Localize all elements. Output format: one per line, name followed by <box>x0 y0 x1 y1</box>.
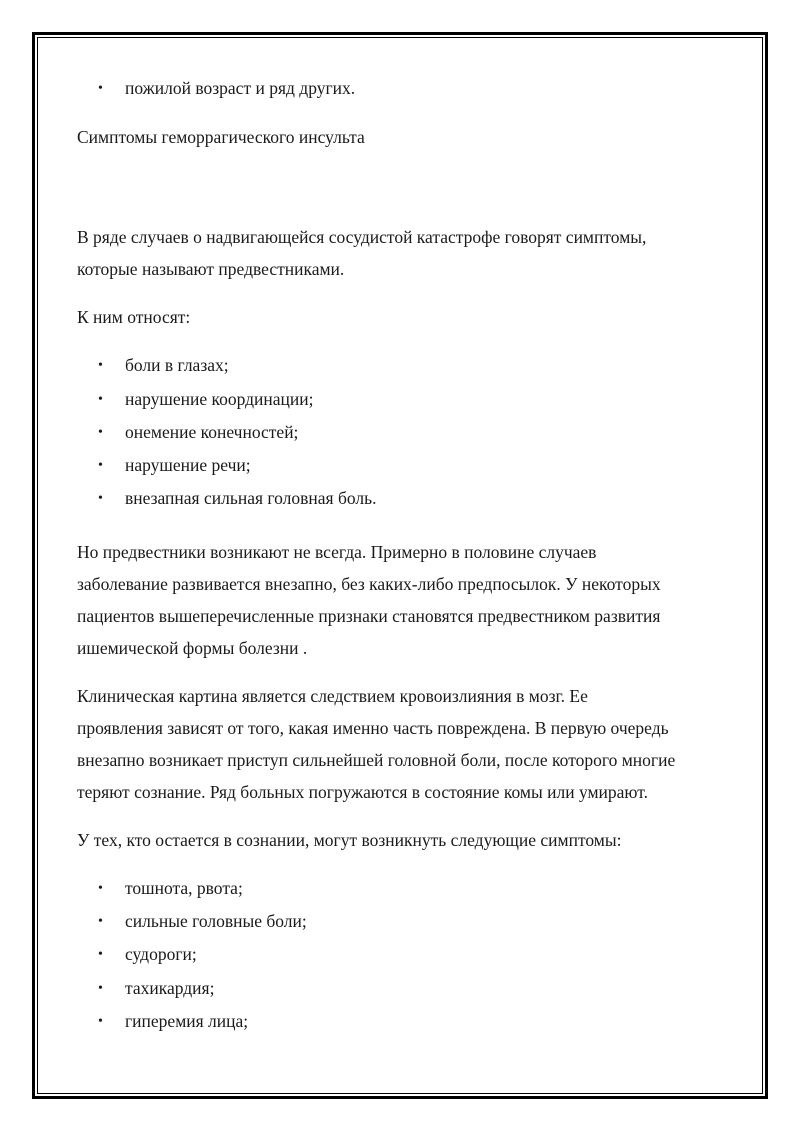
list-item: • внезапная сильная головная боль. <box>77 482 727 515</box>
list-item: • нарушение речи; <box>77 449 727 482</box>
bullet-icon: • <box>98 424 103 440</box>
bullet-icon: • <box>98 880 103 896</box>
bullet-list-1 <box>77 72 727 105</box>
list-item: • тошнота, рвота; <box>77 872 727 905</box>
bullet-list-3 <box>77 872 727 1038</box>
bullet-icon: • <box>98 81 103 96</box>
bullet-icon: • <box>98 458 103 474</box>
section-heading: Симптомы геморрагического инсульта <box>77 127 365 148</box>
bullet-icon: • <box>98 947 103 963</box>
bullet-icon: • <box>98 1013 103 1029</box>
bullet-icon: • <box>98 914 103 930</box>
paragraph-1: В ряде случаев о надвигающейся сосудистой катастрофе говорят симптомы, которые называют предвестниками. <box>77 227 647 280</box>
document-body <box>77 72 727 1038</box>
bullet-icon: • <box>98 391 103 407</box>
list-item: • боли в глазах; <box>77 349 727 382</box>
list-item: • сильные головные боли; <box>77 905 727 938</box>
list-item: • судороги; <box>77 938 727 971</box>
bullet-icon: • <box>98 491 103 507</box>
paragraph-3: Но предвестники возникают не всегда. Примерно в половине случаев заболевание развивается внезапно, без каких-либо предпосылок. У некоторых пациентов вышеперечисленные признаки становятся предвестником развития ишемической формы болезни . <box>77 541 661 658</box>
list-item: • тахикардия; <box>77 972 727 1005</box>
paragraph-2: К ним относят: <box>77 307 191 328</box>
list-item: • нарушение координации; <box>77 383 727 416</box>
bullet-icon: • <box>98 358 103 374</box>
paragraph-4: Клиническая картина является следствием кровоизлияния в мозг. Ее проявления зависят от того, какая именно часть повреждена. В первую очередь внезапно возникает приступ сильнейшей головной боли, после которого многие теряют сознание. Ряд больных погружаются в состояние комы или умирают. <box>77 685 676 802</box>
bullet-icon: • <box>98 980 103 996</box>
paragraph-5: У тех, кто остается в сознании, могут возникнуть следующие симптомы: <box>77 829 622 850</box>
bullet-list-2 <box>77 349 727 515</box>
list-item: • онемение конечностей; <box>77 416 727 449</box>
list-item: • гиперемия лица; <box>77 1005 727 1038</box>
list-item: • пожилой возраст и ряд других. <box>77 72 727 105</box>
